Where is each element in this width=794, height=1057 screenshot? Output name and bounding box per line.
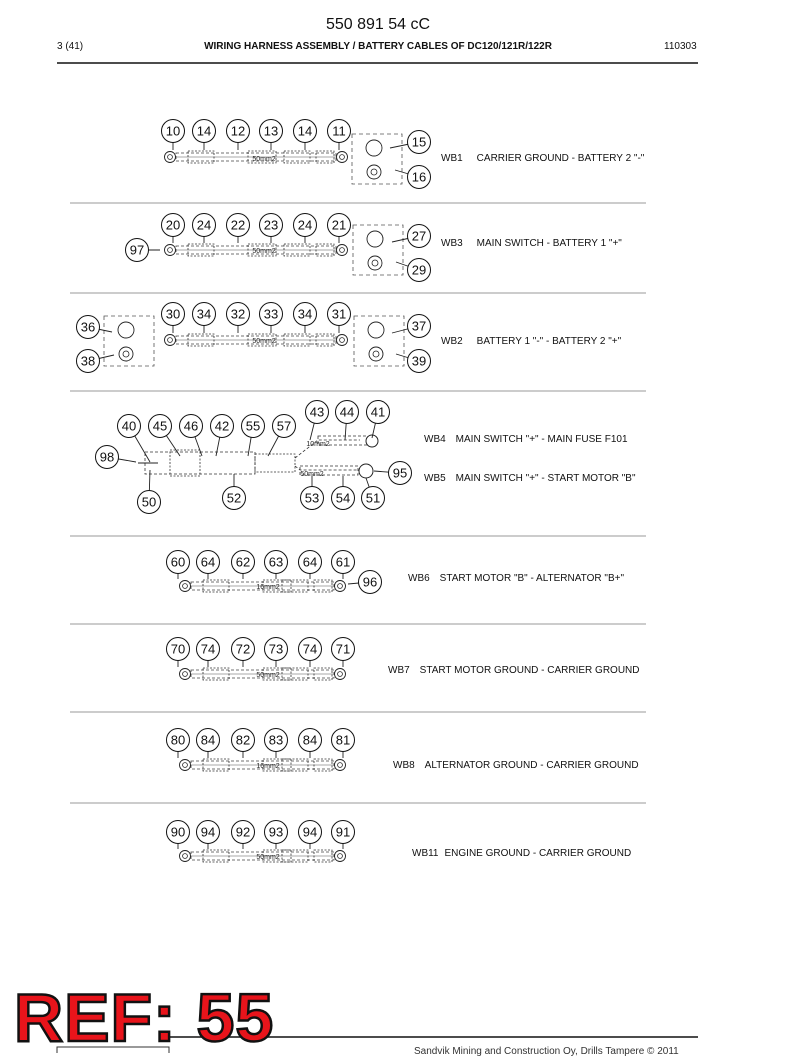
callout-number: 10	[165, 123, 181, 139]
callout-number: 80	[170, 732, 186, 748]
callout-number: 98	[99, 449, 115, 465]
terminal-detail-frame	[353, 225, 403, 275]
terminal-nut	[369, 347, 383, 361]
ring-terminal	[337, 335, 348, 346]
page-indicator: 3 (41)	[57, 41, 84, 52]
callout-number: 82	[235, 732, 251, 748]
ring-terminal	[335, 669, 346, 680]
callout-number: 70	[170, 641, 186, 657]
cable-cross-section: 50mm2	[252, 338, 276, 345]
callout-number: 23	[263, 217, 279, 233]
ring-terminal	[180, 581, 191, 592]
callout-number: 64	[200, 554, 216, 570]
ring-terminal	[180, 760, 191, 771]
callout-number: 74	[302, 641, 318, 657]
callout-number: 74	[200, 641, 216, 657]
cable-code: WB7	[388, 665, 410, 676]
callout-number: 15	[411, 134, 427, 150]
callout-number: 30	[165, 306, 181, 322]
ring-terminal	[165, 245, 176, 256]
callout-number: 81	[335, 732, 351, 748]
cable-cross-section: 10mm2	[306, 441, 330, 448]
ring-terminal	[337, 152, 348, 163]
callout-number: 94	[200, 824, 216, 840]
callout-number: 24	[196, 217, 212, 233]
callout-number: 36	[80, 319, 96, 335]
callout-number: 14	[297, 123, 313, 139]
callout-number: 90	[170, 824, 186, 840]
callout-number: 72	[235, 641, 251, 657]
footer-copyright: Sandvik Mining and Construction Oy, Drills Tampere © 2011	[414, 1046, 679, 1057]
cable-label-wb4	[424, 434, 628, 445]
ring-terminal	[165, 335, 176, 346]
cable-code: WB8	[393, 760, 415, 771]
callout-number: 40	[121, 418, 137, 434]
heat-shrink-sleeve	[170, 450, 200, 476]
cable-label-wb3	[441, 238, 622, 249]
terminal-nut-hole	[123, 351, 129, 357]
callout-number: 95	[392, 465, 408, 481]
cable-label-wb2	[441, 336, 621, 347]
callout-number: 16	[411, 169, 427, 185]
document-title: WIRING HARNESS ASSEMBLY / BATTERY CABLES OF DC120/121R/122R	[204, 41, 552, 52]
cable-code: WB4	[424, 434, 446, 445]
callout-number: 27	[411, 228, 427, 244]
callout-number: 29	[411, 262, 427, 278]
callout-number: 71	[335, 641, 351, 657]
terminal-nut-hole	[373, 351, 379, 357]
callout-number: 84	[200, 732, 216, 748]
callout-number: 39	[411, 353, 427, 369]
terminal-nut	[119, 347, 133, 361]
callout-number: 83	[268, 732, 284, 748]
callout-number: 34	[196, 306, 212, 322]
cable-code: WB2	[441, 336, 463, 347]
callout-number: 63	[268, 554, 284, 570]
callout-number: 57	[276, 418, 292, 434]
cable-label-wb8	[393, 760, 639, 771]
battery-terminal-clamp	[118, 322, 134, 338]
callout-number: 12	[230, 123, 246, 139]
ring-terminal	[165, 152, 176, 163]
terminal-nut-hole	[371, 169, 377, 175]
ring-terminal	[180, 669, 191, 680]
callout-number: 32	[230, 306, 246, 322]
cable-cross-section: 16mm2	[256, 763, 280, 770]
callout-number: 64	[302, 554, 318, 570]
ref-stamp: REF: 55	[14, 980, 275, 1056]
cable-description: MAIN SWITCH "+" - MAIN FUSE F101	[455, 434, 628, 445]
heat-shrink-sleeve	[255, 454, 295, 472]
ring-terminal	[359, 464, 373, 478]
cable-code: WB1	[441, 153, 463, 164]
battery-terminal-clamp	[367, 231, 383, 247]
ring-terminal	[335, 760, 346, 771]
cable-description: ALTERNATOR GROUND - CARRIER GROUND	[424, 760, 639, 771]
callout-number: 96	[362, 574, 378, 590]
callout-number: 13	[263, 123, 279, 139]
cable-description: START MOTOR GROUND - CARRIER GROUND	[419, 665, 640, 676]
callout-number: 45	[152, 418, 168, 434]
callout-number: 54	[335, 490, 351, 506]
cable-code: WB11	[412, 848, 439, 859]
callout-number: 38	[80, 353, 96, 369]
callout-number: 41	[370, 404, 386, 420]
callout-number: 20	[165, 217, 181, 233]
ring-terminal	[335, 851, 346, 862]
cable-cross-section: 50mm2	[300, 471, 324, 478]
terminal-detail-frame	[352, 134, 402, 184]
callout-number: 31	[331, 306, 347, 322]
cable-cross-section: 50mm2	[252, 248, 276, 255]
callout-number: 44	[339, 404, 355, 420]
callout-number: 50	[141, 494, 157, 510]
cable-label-wb7	[388, 665, 640, 676]
callout-number: 42	[214, 418, 230, 434]
callout-number: 92	[235, 824, 251, 840]
callout-number: 14	[196, 123, 212, 139]
callout-number: 11	[332, 123, 346, 139]
callout-number: 22	[230, 217, 246, 233]
callout-number: 62	[235, 554, 251, 570]
callout-number: 93	[268, 824, 284, 840]
callout-number: 21	[331, 217, 347, 233]
cable-description: ENGINE GROUND - CARRIER GROUND	[444, 848, 632, 859]
cable-description: START MOTOR "B" - ALTERNATOR "B+"	[439, 573, 624, 584]
callout-number: 73	[268, 641, 284, 657]
ring-terminal	[337, 245, 348, 256]
cable-label-wb1	[441, 153, 644, 164]
battery-terminal-clamp	[368, 322, 384, 338]
cable-label-wb6	[408, 573, 624, 584]
cable-code: WB3	[441, 238, 463, 249]
callout-number: 37	[411, 318, 427, 334]
ring-terminal	[180, 851, 191, 862]
callout-number: 61	[335, 554, 351, 570]
terminal-nut	[367, 165, 381, 179]
callout-number: 91	[335, 824, 351, 840]
document-date: 110303	[664, 41, 697, 52]
callout-number: 53	[304, 490, 320, 506]
callout-number: 24	[297, 217, 313, 233]
callout-number: 46	[183, 418, 199, 434]
callout-number: 34	[297, 306, 313, 322]
cable-description: BATTERY 1 "-" - BATTERY 2 "+"	[476, 336, 622, 347]
terminal-nut	[368, 256, 382, 270]
terminal-detail-frame	[104, 316, 154, 366]
cable-label-wb11	[412, 848, 631, 859]
document-number: 550 891 54 cC	[325, 16, 431, 33]
cable-description: MAIN SWITCH "+" - START MOTOR "B"	[455, 473, 636, 484]
cable-cross-section: 50mm2	[252, 156, 276, 163]
callout-number: 55	[245, 418, 261, 434]
callout-number: 51	[365, 490, 381, 506]
ring-terminal	[335, 581, 346, 592]
cable-cross-section: 50mm2	[256, 854, 280, 861]
cable-cross-section: 50mm2	[256, 672, 280, 679]
cable-label-wb5	[424, 473, 636, 484]
callout-number: 52	[226, 490, 242, 506]
callout-number: 60	[170, 554, 186, 570]
callout-number: 94	[302, 824, 318, 840]
terminal-detail-frame	[354, 316, 404, 366]
cable-description: CARRIER GROUND - BATTERY 2 "-"	[476, 153, 645, 164]
callout-number: 43	[309, 404, 325, 420]
callout-number: 97	[129, 242, 145, 258]
cable-code: WB6	[408, 573, 430, 584]
callout-number: 33	[263, 306, 279, 322]
cable-code: WB5	[424, 473, 446, 484]
cable-cross-section: 16mm2	[256, 584, 280, 591]
terminal-nut-hole	[372, 260, 378, 266]
cable-description: MAIN SWITCH - BATTERY 1 "+"	[476, 238, 622, 249]
callout-number: 84	[302, 732, 318, 748]
battery-terminal-clamp	[366, 140, 382, 156]
